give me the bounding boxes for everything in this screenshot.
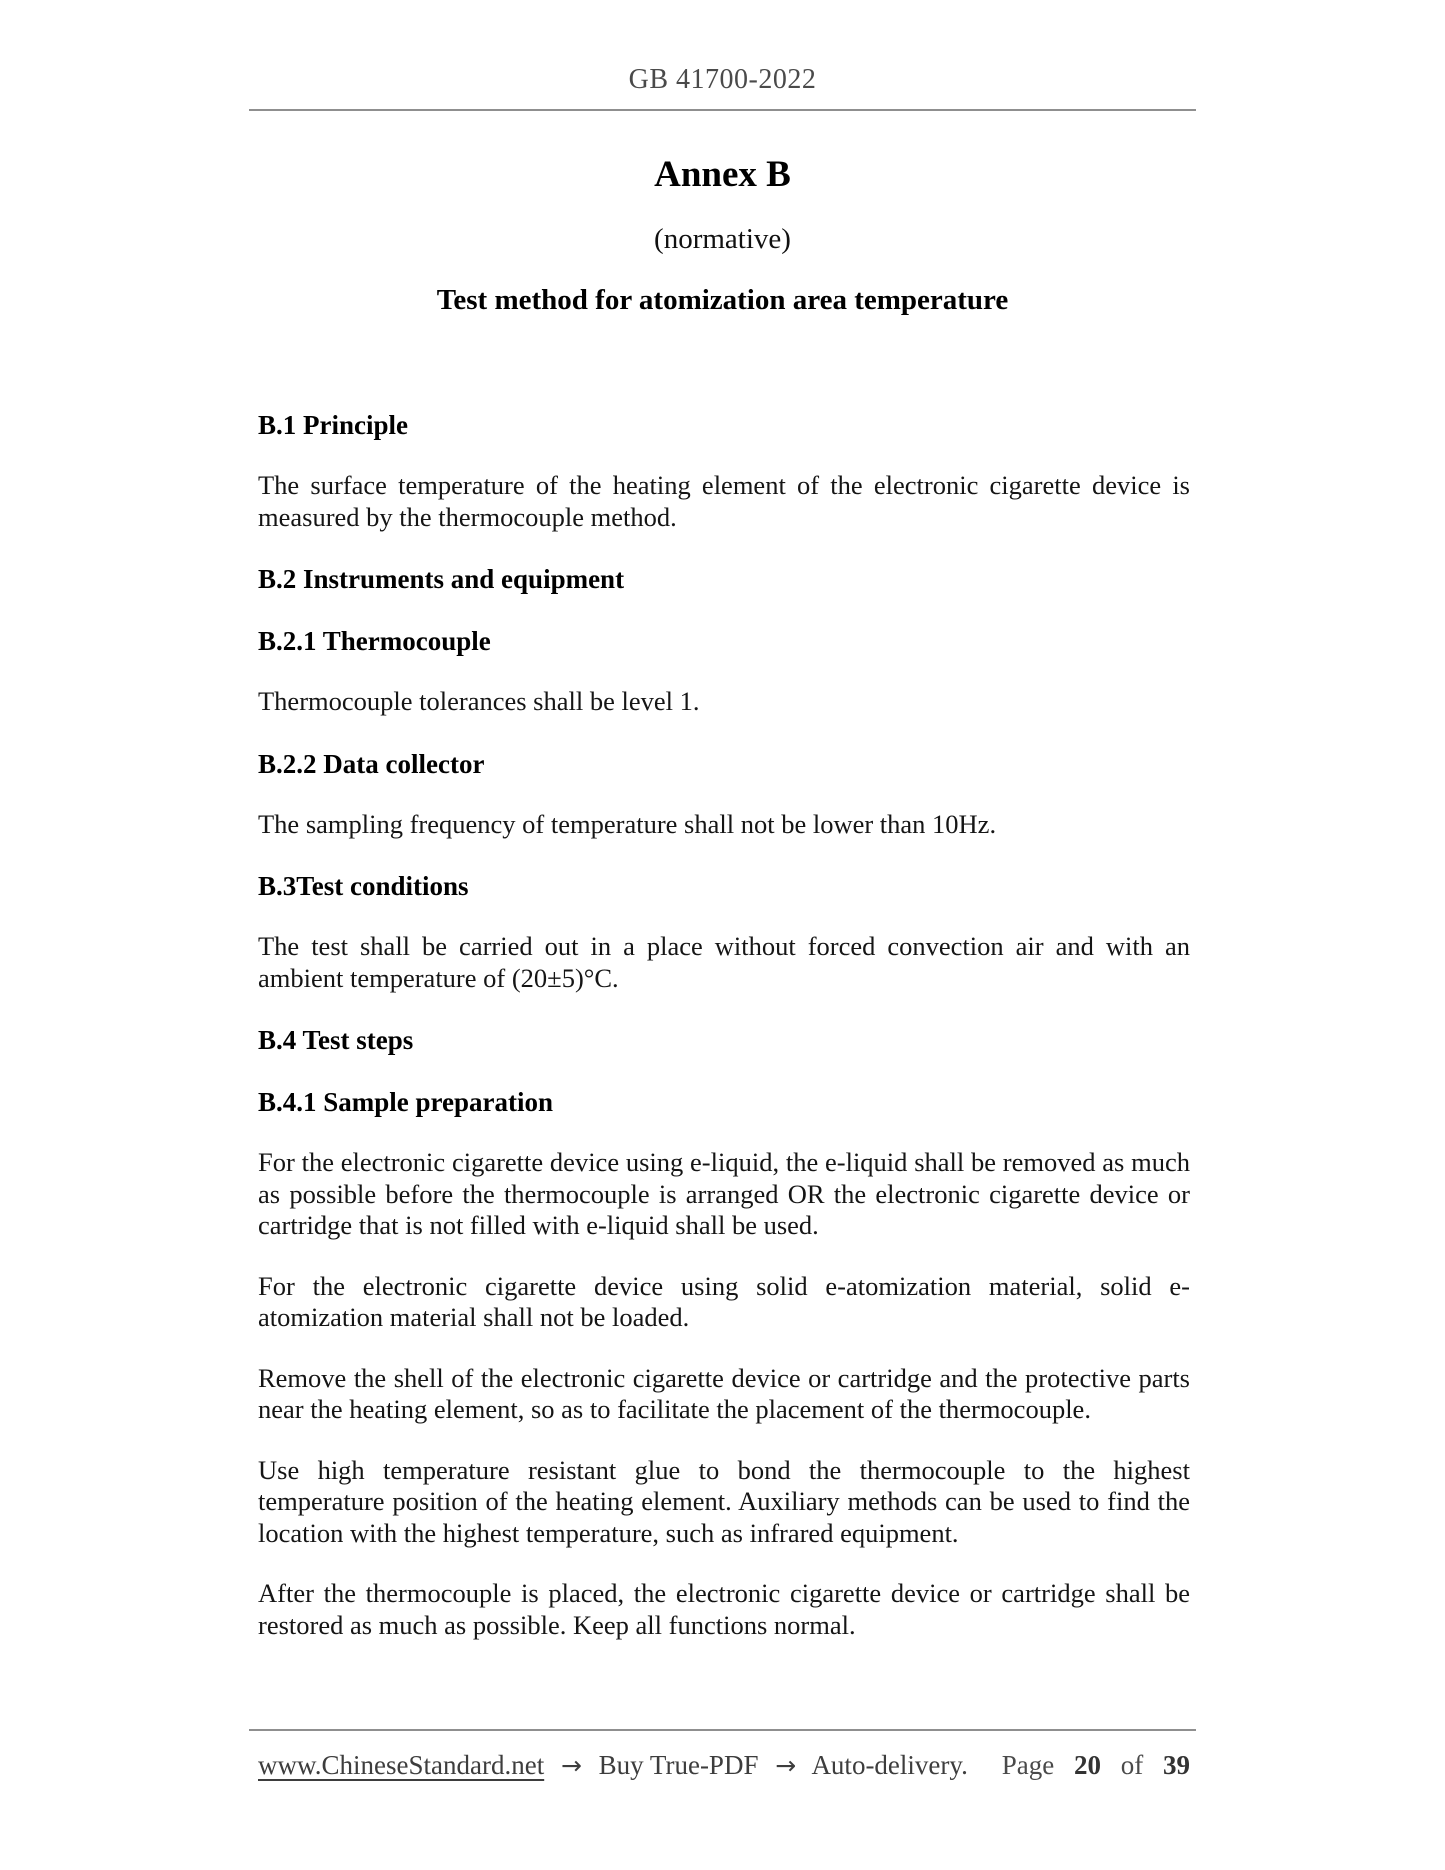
footer (258, 1748, 1190, 1783)
section-heading-b4: B.4 Test steps (258, 1025, 414, 1055)
right-arrow-icon: → (560, 1751, 582, 1780)
paragraph-solid-material: For the electronic cigarette device using solid e-atomization material, solid e-atomization material shall not be loaded. (258, 1270, 1190, 1332)
auto-delivery-label: Auto-delivery. (811, 1750, 968, 1780)
page-indicator (1002, 1748, 1190, 1782)
annex-title: Annex B (654, 154, 791, 195)
document-body (258, 380, 1190, 1670)
paragraph-remove-shell: Remove the shell of the electronic cigarette device or cartridge and the protective parts near the heating element, so as to facilitate the placement of the thermocouple. (258, 1362, 1190, 1424)
section-heading-b21: B.2.1 Thermocouple (258, 626, 491, 656)
paragraph-sampling-frequency: The sampling frequency of temperature shall not be lower than 10Hz. (258, 808, 997, 839)
current-page-number: 20 (1074, 1750, 1101, 1780)
paragraph-restore-device: After the thermocouple is placed, the electronic cigarette device or cartridge shall be restored as much as possible. Keep all functions normal. (258, 1578, 1190, 1640)
right-arrow-icon: → (775, 1751, 797, 1780)
of-label: of (1120, 1750, 1144, 1780)
paragraph-eliquid-preparation: For the electronic cigarette device using e-liquid, the e-liquid shall be removed as much as possible before the thermocouple is arranged OR the electronic cigarette device or cartridge that is not filled with e-liquid shall be used. (258, 1147, 1190, 1240)
header-divider (249, 109, 1196, 111)
annex-document-title: Test method for atomization area temperature (436, 284, 1009, 316)
section-heading-b2: B.2 Instruments and equipment (258, 564, 625, 594)
footer-divider (249, 1729, 1196, 1731)
total-page-number: 39 (1163, 1750, 1190, 1780)
page-label: Page (1001, 1750, 1055, 1780)
footer-left (258, 1748, 968, 1783)
paragraph-principle: The surface temperature of the heating element of the electronic cigarette device is measured by the thermocouple method. (258, 470, 1190, 532)
standard-code-header: GB 41700-2022 (628, 64, 817, 95)
section-heading-b3: B.3Test conditions (258, 871, 469, 901)
paragraph-glue-thermocouple: Use high temperature resistant glue to bond the thermocouple to the highest temperature position of the heating element. Auxiliary methods can be used to find the location with the highest temperature, such as infrared equipment. (258, 1454, 1190, 1548)
paragraph-test-conditions: The test shall be carried out in a place without forced convection air and with an ambient temperature of (20±5)°C. (258, 931, 1190, 993)
section-heading-b22: B.2.2 Data collector (258, 748, 485, 779)
annex-normative-subtitle: (normative) (654, 223, 791, 255)
paragraph-thermocouple-tolerance: Thermocouple tolerances shall be level 1. (258, 686, 700, 716)
site-link[interactable]: www.ChineseStandard.net (258, 1750, 545, 1780)
section-heading-b1: B.1 Principle (258, 410, 408, 440)
buy-true-pdf-label: Buy True-PDF (598, 1750, 759, 1780)
section-heading-b41: B.4.1 Sample preparation (258, 1087, 554, 1117)
